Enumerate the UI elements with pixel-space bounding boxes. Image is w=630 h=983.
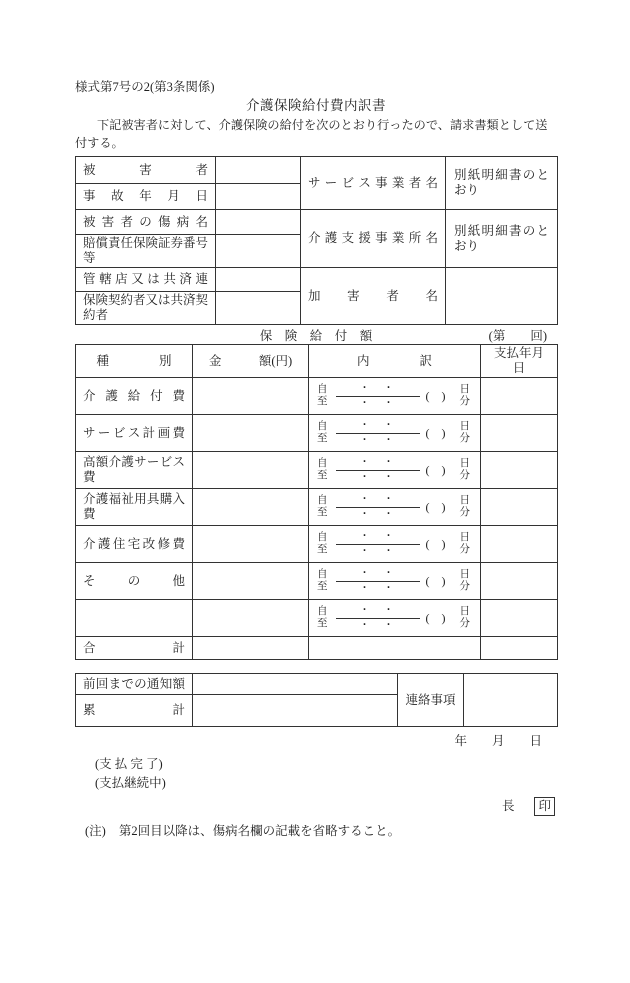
period-block (317, 493, 476, 522)
period-dates: ・ ・ ・ ・ (336, 382, 420, 411)
table-row (76, 378, 558, 415)
accident-date-label: 事故年月日 (76, 184, 216, 210)
period-block (317, 382, 476, 411)
welfare-equipment-period-field[interactable] (309, 489, 481, 526)
branch-office-field[interactable] (216, 268, 301, 292)
care-benefit-period-field[interactable] (309, 378, 481, 415)
policy-number-label: 賠償責任保険証券番号等 (76, 235, 216, 268)
period-block (317, 567, 476, 596)
col-header-payment-date: 支払年月日 (481, 345, 558, 378)
high-cost-care-amount-field[interactable] (193, 452, 309, 489)
benefit-header-row (76, 345, 558, 378)
service-plan-fee-period-field[interactable] (309, 415, 481, 452)
intro-paragraph: 下記被害者に対して、介護保険の給付を次のとおり行ったので、請求書類として送付する。 (75, 118, 548, 150)
table-row (76, 415, 558, 452)
home-renovation-amount-field[interactable] (193, 526, 309, 563)
period-dates: ・ ・ ・ ・ (336, 567, 420, 596)
service-plan-fee-amount-field[interactable] (193, 415, 309, 452)
victim-name-label: 被害者 (76, 157, 216, 184)
total-detail-field[interactable] (309, 637, 481, 660)
total-paydate-field[interactable] (481, 637, 558, 660)
care-benefit-label: 介護給付費 (76, 378, 193, 415)
contact-notes-label: 連絡事項 (398, 674, 464, 727)
extra-period-field[interactable] (309, 600, 481, 637)
previous-notice-label: 前回までの通知額 (76, 674, 193, 695)
welfare-equipment-amount-field[interactable] (193, 489, 309, 526)
period-parens: ( ) (425, 610, 446, 625)
other-period-field[interactable] (309, 563, 481, 600)
period-block (317, 530, 476, 559)
period-block (317, 456, 476, 485)
table-row (76, 210, 558, 235)
summary-table (75, 673, 558, 727)
contact-notes-field[interactable] (464, 674, 558, 727)
previous-notice-field[interactable] (193, 674, 398, 695)
period-dates: ・ ・ ・ ・ (336, 493, 420, 522)
payment-complete-option: (支 払 完 了) (95, 757, 163, 771)
period-dates: ・ ・ ・ ・ (336, 604, 420, 633)
signature-line (75, 797, 557, 816)
extra-type-field[interactable] (76, 600, 193, 637)
footnote-label: (注) (85, 824, 106, 838)
benefit-section-heading (75, 329, 557, 343)
period-block (317, 419, 476, 448)
period-from-to: 自 至 (317, 532, 328, 555)
col-header-amount: 金 額(円) (193, 345, 309, 378)
period-block (317, 604, 476, 633)
period-from-to: 自 至 (317, 458, 328, 481)
policy-number-field[interactable] (216, 235, 301, 268)
payment-status (95, 755, 557, 792)
service-provider-value: 別紙明細書のとおり (446, 157, 558, 210)
high-cost-care-paydate-field[interactable] (481, 452, 558, 489)
extra-paydate-field[interactable] (481, 600, 558, 637)
period-parens: ( ) (425, 536, 446, 551)
care-benefit-amount-field[interactable] (193, 378, 309, 415)
period-from-to: 自 至 (317, 495, 328, 518)
period-parens: ( ) (425, 573, 446, 588)
accident-date-field[interactable] (216, 184, 301, 210)
benefit-section-title: 保 険 給 付 額 (259, 329, 373, 343)
other-label: その他 (76, 563, 193, 600)
period-days-unit: 日 分 (459, 606, 470, 629)
period-parens: ( ) (425, 425, 446, 440)
document-page (75, 80, 557, 839)
table-row (76, 157, 558, 184)
table-row (76, 674, 558, 695)
period-from-to: 自 至 (317, 421, 328, 444)
period-parens: ( ) (425, 388, 446, 403)
period-days-unit: 日 分 (459, 532, 470, 555)
period-from-to: 自 至 (317, 606, 328, 629)
home-renovation-period-field[interactable] (309, 526, 481, 563)
benefit-table (75, 344, 558, 660)
page-title: 介護保険給付費内訳書 (246, 98, 386, 113)
home-renovation-label: 介護住宅改修費 (76, 526, 193, 563)
period-days-unit: 日 分 (459, 495, 470, 518)
period-dates: ・ ・ ・ ・ (336, 456, 420, 485)
period-days-unit: 日 分 (459, 569, 470, 592)
table-row (76, 489, 558, 526)
victim-name-field[interactable] (216, 157, 301, 184)
policyholder-field[interactable] (216, 292, 301, 325)
table-row (76, 526, 558, 563)
service-plan-fee-paydate-field[interactable] (481, 415, 558, 452)
signer-title: 長 (501, 799, 515, 813)
table-row (76, 600, 558, 637)
other-amount-field[interactable] (193, 563, 309, 600)
care-support-office-value: 別紙明細書のとおり (446, 210, 558, 268)
period-days-unit: 日 分 (459, 458, 470, 481)
service-plan-fee-label: サービス計画費 (76, 415, 193, 452)
cumulative-total-label: 累計 (76, 695, 193, 727)
total-row (76, 637, 558, 660)
care-benefit-paydate-field[interactable] (481, 378, 558, 415)
period-dates: ・ ・ ・ ・ (336, 419, 420, 448)
perpetrator-name-field[interactable] (446, 268, 558, 325)
total-label: 合計 (76, 637, 193, 660)
perpetrator-name-label: 加害者名 (301, 268, 446, 325)
extra-amount-field[interactable] (193, 600, 309, 637)
period-parens: ( ) (425, 462, 446, 477)
col-header-detail: 内 訳 (309, 345, 481, 378)
period-from-to: 自 至 (317, 569, 328, 592)
injury-name-label: 被害者の傷病名 (76, 210, 216, 235)
injury-name-field[interactable] (216, 210, 301, 235)
high-cost-care-label: 高額介護サービス費 (76, 452, 193, 489)
table-row (76, 268, 558, 292)
date-line: 年 月 日 (454, 734, 542, 748)
period-parens: ( ) (425, 499, 446, 514)
period-days-unit: 日 分 (459, 384, 470, 407)
branch-office-label: 管轄店又は共済連 (76, 268, 216, 292)
period-days-unit: 日 分 (459, 421, 470, 444)
high-cost-care-period-field[interactable] (309, 452, 481, 489)
period-from-to: 自 至 (317, 384, 328, 407)
cumulative-total-field[interactable] (193, 695, 398, 727)
seal-mark: 印 (534, 797, 555, 816)
table-row (76, 452, 558, 489)
home-renovation-paydate-field[interactable] (481, 526, 558, 563)
policyholder-label: 保険契約者又は共済契約者 (76, 292, 216, 325)
total-amount-field[interactable] (193, 637, 309, 660)
care-support-office-label: 介護支援事業所名 (301, 210, 446, 268)
period-dates: ・ ・ ・ ・ (336, 530, 420, 559)
other-paydate-field[interactable] (481, 563, 558, 600)
welfare-equipment-paydate-field[interactable] (481, 489, 558, 526)
col-header-type: 種 別 (76, 345, 193, 378)
round-number-label: (第 回) (488, 329, 547, 343)
welfare-equipment-label: 介護福祉用具購入費 (76, 489, 193, 526)
victim-info-table (75, 156, 558, 325)
footnote (85, 824, 557, 839)
payment-continuing-option: (支払継続中) (95, 775, 166, 790)
service-provider-label: サービス事業者名 (301, 157, 446, 210)
form-number: 様式第7号の2(第3条関係) (75, 80, 215, 94)
footnote-text: 第2回目以降は、傷病名欄の記載を省略すること。 (118, 824, 401, 838)
table-row (76, 563, 558, 600)
